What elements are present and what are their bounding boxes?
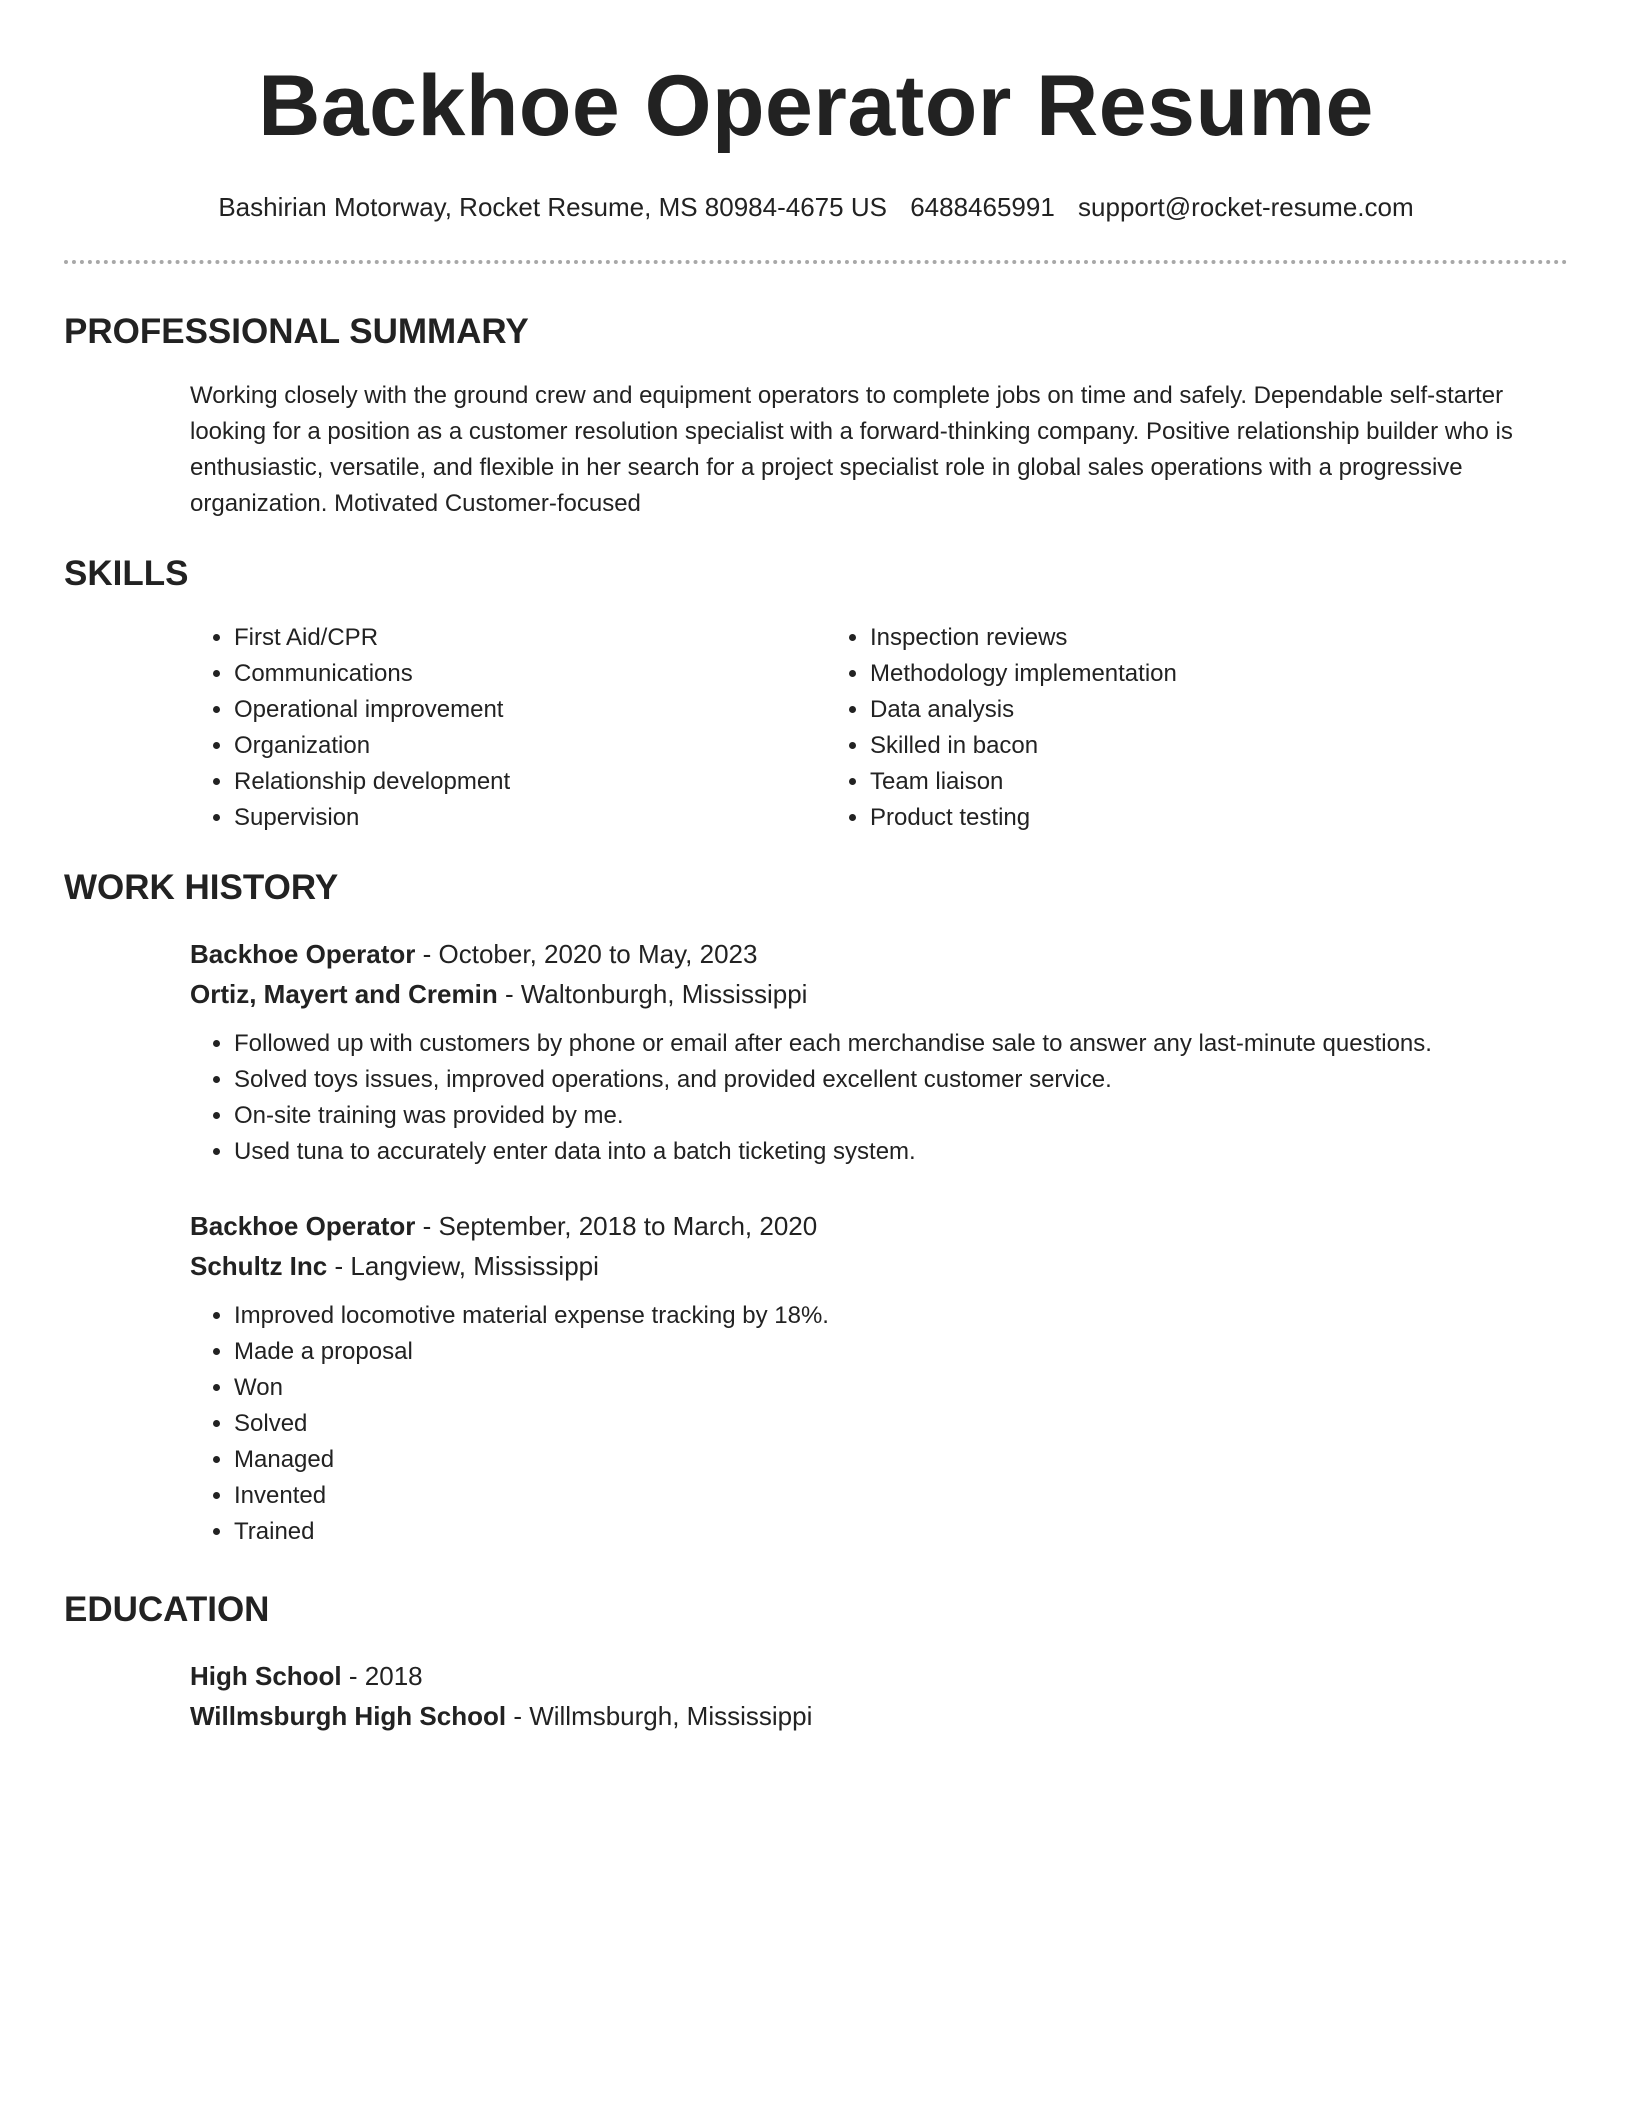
- contact-email: support@rocket-resume.com: [1078, 192, 1414, 222]
- job-title: Backhoe Operator: [190, 939, 416, 969]
- skill-item: • Team liaison: [870, 764, 1568, 800]
- job-bullet: • On-site training was provided by me.: [234, 1098, 1568, 1134]
- job-bullet: • Solved: [234, 1406, 1568, 1442]
- skill-item: • Relationship development: [234, 764, 826, 800]
- job-bullet: • Followed up with customers by phone or email after each merchandise sale to answer any last-minute questions.: [234, 1026, 1568, 1062]
- contact-address: Bashirian Motorway, Rocket Resume, MS 80984-4675 US: [218, 192, 887, 222]
- education-year: - 2018: [341, 1661, 423, 1691]
- education-degree: High School: [190, 1661, 342, 1691]
- job-location: - Waltonburgh, Mississippi: [497, 979, 808, 1009]
- work-history-heading: WORK HISTORY: [64, 868, 339, 907]
- education-section: [64, 1588, 1568, 1736]
- summary-text: Working closely with the ground crew and equipment operators to complete jobs on time and safely. Dependable self-starter looking for a position as a customer resolution specialist with a forward-thinking company. Positive relationship builder who is enthusiastic, versatile, and flexible in her search for a project specialist role in global sales operations with a progressive organization. Motivated Customer-focused: [190, 382, 1513, 517]
- header-divider: [64, 260, 1568, 264]
- job-bullet: • Trained: [234, 1514, 1568, 1550]
- job-bullet: • Made a proposal: [234, 1334, 1568, 1370]
- summary-heading: PROFESSIONAL SUMMARY: [64, 312, 529, 351]
- job-title: Backhoe Operator: [190, 1211, 416, 1241]
- education-heading: EDUCATION: [64, 1590, 270, 1629]
- work-history-section: [64, 866, 1568, 1550]
- job-bullet: • Used tuna to accurately enter data into a batch ticketing system.: [234, 1134, 1568, 1170]
- job-company-line: [190, 1246, 1568, 1286]
- skill-item: • Skilled in bacon: [870, 728, 1568, 764]
- job-bullets: [190, 1026, 1568, 1170]
- job-bullet: • Won: [234, 1370, 1568, 1406]
- job-title-line: [190, 1206, 1568, 1246]
- job-dates: - September, 2018 to March, 2020: [415, 1211, 818, 1241]
- job-bullet: • Invented: [234, 1478, 1568, 1514]
- skills-column-left: [190, 620, 826, 836]
- job-bullet: • Solved toys issues, improved operations, and provided excellent customer service.: [234, 1062, 1568, 1098]
- job-dates: - October, 2020 to May, 2023: [415, 939, 758, 969]
- education-location: - Willmsburgh, Mississippi: [506, 1701, 813, 1731]
- job-entry: [190, 934, 1568, 1170]
- skill-item: • Organization: [234, 728, 826, 764]
- skills-section: [64, 552, 1568, 836]
- skill-item: • Supervision: [234, 800, 826, 836]
- education-degree-line: [190, 1656, 1568, 1696]
- skill-item: • Communications: [234, 656, 826, 692]
- job-location: - Langview, Mississippi: [327, 1251, 599, 1281]
- education-school-line: [190, 1696, 1568, 1736]
- skills-column-right: [826, 620, 1568, 836]
- skills-grid: [190, 620, 1568, 836]
- job-company-line: [190, 974, 1568, 1014]
- job-bullets: [190, 1298, 1568, 1550]
- skill-item: • First Aid/CPR: [234, 620, 826, 656]
- summary-section: [64, 310, 1568, 522]
- resume-title: Backhoe Operator Resume: [258, 58, 1374, 154]
- skill-item: • Operational improvement: [234, 692, 826, 728]
- job-company: Ortiz, Mayert and Cremin: [190, 979, 498, 1009]
- contact-phone: 6488465991: [910, 192, 1055, 222]
- skill-item: • Data analysis: [870, 692, 1568, 728]
- skill-item: • Product testing: [870, 800, 1568, 836]
- skill-item: • Inspection reviews: [870, 620, 1568, 656]
- contact-line: [64, 190, 1568, 224]
- skills-heading: SKILLS: [64, 554, 189, 593]
- job-title-line: [190, 934, 1568, 974]
- job-company: Schultz Inc: [190, 1251, 328, 1281]
- job-entry: [190, 1206, 1568, 1550]
- education-school: Willmsburgh High School: [190, 1701, 507, 1731]
- skill-item: • Methodology implementation: [870, 656, 1568, 692]
- job-bullet: • Improved locomotive material expense tracking by 18%.: [234, 1298, 1568, 1334]
- job-bullet: • Managed: [234, 1442, 1568, 1478]
- education-entry: [190, 1656, 1568, 1736]
